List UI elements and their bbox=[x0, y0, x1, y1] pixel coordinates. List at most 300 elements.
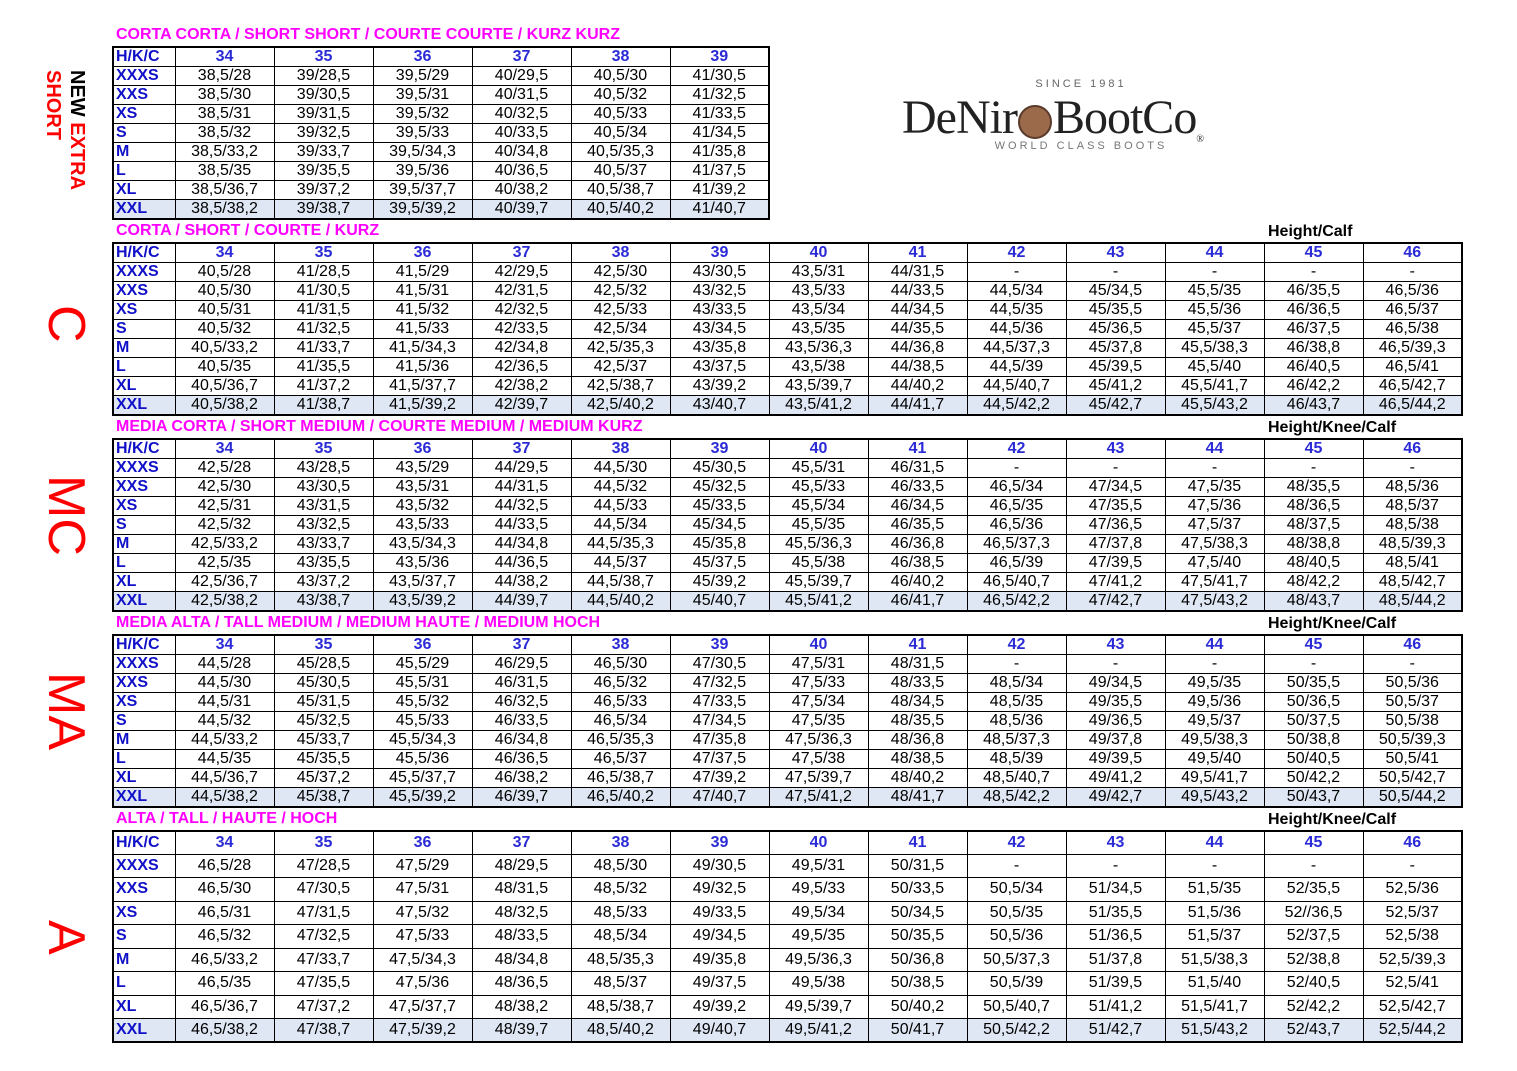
table-cell: 42/38,2 bbox=[472, 377, 571, 396]
header-size-cell: 43 bbox=[1066, 635, 1165, 655]
table-cell: 48/38,5 bbox=[868, 750, 967, 769]
table-cell: 46,5/30 bbox=[571, 655, 670, 674]
table-cell: 46/34,8 bbox=[472, 731, 571, 750]
table-cell: 45/41,2 bbox=[1066, 377, 1165, 396]
table-cell: 45,5/39,7 bbox=[769, 573, 868, 592]
row-size-label: XXXS bbox=[113, 263, 175, 282]
table-cell: 45,5/33 bbox=[769, 478, 868, 497]
table-cell: 38,5/31 bbox=[175, 105, 274, 124]
table-cell: 44,5/32 bbox=[571, 478, 670, 497]
table-cell: 50,5/39,3 bbox=[1363, 731, 1462, 750]
table-row bbox=[113, 535, 1462, 554]
size-table bbox=[112, 438, 1463, 612]
table-cell: 39,5/34,3 bbox=[373, 143, 472, 162]
logo-brand bbox=[902, 90, 1203, 145]
table-cell: 40/39,7 bbox=[472, 200, 571, 220]
table-cell: 39/35,5 bbox=[274, 162, 373, 181]
table-cell: 46,5/40,7 bbox=[967, 573, 1066, 592]
table-cell: 42/32,5 bbox=[472, 301, 571, 320]
side-label-c: C bbox=[37, 305, 95, 343]
short-label: SHORT bbox=[42, 70, 64, 140]
table-cell: 41,5/33 bbox=[373, 320, 472, 339]
table-row bbox=[113, 1018, 1462, 1042]
table-cell: 48/33,5 bbox=[472, 924, 571, 948]
header-size-cell: 44 bbox=[1165, 243, 1264, 263]
table-cell: 46/34,5 bbox=[868, 497, 967, 516]
table-cell: 41/32,5 bbox=[670, 86, 769, 105]
table-cell: 42/29,5 bbox=[472, 263, 571, 282]
table-cell: 48,5/37 bbox=[571, 971, 670, 995]
table-cell: 46/29,5 bbox=[472, 655, 571, 674]
table-cell: 44,5/40,2 bbox=[571, 592, 670, 612]
table-cell: 48/40,2 bbox=[868, 769, 967, 788]
table-cell: 46/36,5 bbox=[1264, 301, 1363, 320]
table-row bbox=[113, 396, 1462, 416]
table-cell: 45/32,5 bbox=[274, 712, 373, 731]
table-cell: 47,5/35 bbox=[769, 712, 868, 731]
table-cell: 52/35,5 bbox=[1264, 877, 1363, 901]
table-cell: 50,5/38 bbox=[1363, 712, 1462, 731]
table-row bbox=[113, 948, 1462, 971]
table-cell: 44/38,2 bbox=[472, 573, 571, 592]
header-size-cell: 39 bbox=[670, 831, 769, 854]
table-cell: 41,5/39,2 bbox=[373, 396, 472, 416]
table-cell: 44,5/35 bbox=[175, 750, 274, 769]
table-cell: 45/34,5 bbox=[1066, 282, 1165, 301]
table-cell: 52/37,5 bbox=[1264, 924, 1363, 948]
table-cell: 40,5/30 bbox=[571, 67, 670, 86]
table-cell: 44,5/30 bbox=[571, 459, 670, 478]
table-cell: 46,5/36 bbox=[1363, 282, 1462, 301]
table-cell: 41,5/31 bbox=[373, 282, 472, 301]
table-cell: 52/40,5 bbox=[1264, 971, 1363, 995]
row-size-label: XXL bbox=[113, 200, 175, 220]
table-cell: 39,5/37,7 bbox=[373, 181, 472, 200]
table-cell: 44,5/42,2 bbox=[967, 396, 1066, 416]
section-title: ALTA / TALL / HAUTE / HOCH bbox=[116, 810, 338, 827]
table-cell: 45/32,5 bbox=[670, 478, 769, 497]
header-size-cell: 37 bbox=[472, 635, 571, 655]
table-cell: 47,5/33 bbox=[769, 674, 868, 693]
table-cell: 46,5/36 bbox=[967, 516, 1066, 535]
logo-tagline: WORLD CLASS BOOTS bbox=[994, 140, 1168, 152]
table-cell: 51,5/35 bbox=[1165, 877, 1264, 901]
table-cell: - bbox=[1264, 854, 1363, 877]
table-cell: 48,5/35 bbox=[967, 693, 1066, 712]
row-size-label: S bbox=[113, 320, 175, 339]
table-cell: 48/35,5 bbox=[868, 712, 967, 731]
table-row bbox=[113, 301, 1462, 320]
header-key-cell: H/K/C bbox=[113, 47, 175, 67]
table-cell: 48,5/32 bbox=[571, 877, 670, 901]
table-row bbox=[113, 516, 1462, 535]
header-size-cell: 43 bbox=[1066, 243, 1165, 263]
table-cell: 47,5/29 bbox=[373, 854, 472, 877]
table-cell: 48,5/34 bbox=[571, 924, 670, 948]
table-cell: 50,5/39 bbox=[967, 971, 1066, 995]
table-cell: 42,5/37 bbox=[571, 358, 670, 377]
extra-label: EXTRA bbox=[66, 122, 88, 191]
table-cell: 50/43,7 bbox=[1264, 788, 1363, 808]
row-size-label: S bbox=[113, 924, 175, 948]
table-cell: 48/38,2 bbox=[472, 995, 571, 1018]
table-cell: 48,5/37,3 bbox=[967, 731, 1066, 750]
size-table bbox=[112, 634, 1463, 808]
size-table bbox=[112, 242, 1463, 416]
header-size-cell: 41 bbox=[868, 635, 967, 655]
header-size-cell: 37 bbox=[472, 439, 571, 459]
table-cell: 47/30,5 bbox=[274, 877, 373, 901]
header-size-cell: 46 bbox=[1363, 439, 1462, 459]
table-cell: 46,5/44,2 bbox=[1363, 396, 1462, 416]
table-cell: 48/36,8 bbox=[868, 731, 967, 750]
table-cell: 49/40,7 bbox=[670, 1018, 769, 1042]
table-row bbox=[113, 200, 769, 220]
header-size-cell: 45 bbox=[1264, 243, 1363, 263]
table-row bbox=[113, 320, 1462, 339]
table-cell: 45/39,5 bbox=[1066, 358, 1165, 377]
table-cell: 44,5/38,7 bbox=[571, 573, 670, 592]
header-size-cell: 44 bbox=[1165, 831, 1264, 854]
table-cell: 41,5/37,7 bbox=[373, 377, 472, 396]
table-cell: 50/38,5 bbox=[868, 971, 967, 995]
table-cell: 50/40,5 bbox=[1264, 750, 1363, 769]
table-cell: 47,5/43,2 bbox=[1165, 592, 1264, 612]
table-row bbox=[113, 263, 1462, 282]
table-cell: 47,5/38,3 bbox=[1165, 535, 1264, 554]
table-cell: 46,5/33,2 bbox=[175, 948, 274, 971]
table-row bbox=[113, 901, 1462, 924]
table-cell: 40/29,5 bbox=[472, 67, 571, 86]
table-cell: 46,5/35,3 bbox=[571, 731, 670, 750]
table-cell: 49,5/41,7 bbox=[1165, 769, 1264, 788]
table-cell: 47,5/33 bbox=[373, 924, 472, 948]
table-cell: 50,5/37 bbox=[1363, 693, 1462, 712]
table-cell: 44,5/33,2 bbox=[175, 731, 274, 750]
table-cell: 46,5/42,2 bbox=[967, 592, 1066, 612]
table-cell: 46/38,2 bbox=[472, 769, 571, 788]
row-size-label: XXS bbox=[113, 674, 175, 693]
row-size-label: XS bbox=[113, 301, 175, 320]
table-cell: 43/38,7 bbox=[274, 592, 373, 612]
table-cell: 42/33,5 bbox=[472, 320, 571, 339]
table-cell: 45,5/29 bbox=[373, 655, 472, 674]
table-cell: 48,5/40,7 bbox=[967, 769, 1066, 788]
table-cell: 46,5/30 bbox=[175, 877, 274, 901]
table-cell: 46/31,5 bbox=[472, 674, 571, 693]
table-cell: 42,5/31 bbox=[175, 497, 274, 516]
table-row bbox=[113, 788, 1462, 808]
table-cell: 44,5/40,7 bbox=[967, 377, 1066, 396]
header-size-cell: 38 bbox=[571, 243, 670, 263]
table-cell: 47,5/31 bbox=[769, 655, 868, 674]
table-cell: 46,5/40,2 bbox=[571, 788, 670, 808]
table-cell: 44,5/28 bbox=[175, 655, 274, 674]
logo-brand-left: DeNir bbox=[902, 91, 1017, 144]
table-row bbox=[113, 105, 769, 124]
header-size-cell: 38 bbox=[571, 439, 670, 459]
table-cell: 46/33,5 bbox=[472, 712, 571, 731]
table-cell: 44/36,8 bbox=[868, 339, 967, 358]
table-cell: 46/43,7 bbox=[1264, 396, 1363, 416]
table-cell: 46,5/38,7 bbox=[571, 769, 670, 788]
table-cell: 46,5/38 bbox=[1363, 320, 1462, 339]
table-row bbox=[113, 592, 1462, 612]
table-cell: 45,5/37 bbox=[1165, 320, 1264, 339]
table-cell: 50,5/42,7 bbox=[1363, 769, 1462, 788]
table-cell: 46/38,5 bbox=[868, 554, 967, 573]
header-size-cell: 36 bbox=[373, 439, 472, 459]
table-cell: 38,5/30 bbox=[175, 86, 274, 105]
table-cell: 50,5/36 bbox=[1363, 674, 1462, 693]
table-cell: 45,5/35 bbox=[1165, 282, 1264, 301]
table-cell: 49/32,5 bbox=[670, 877, 769, 901]
table-row bbox=[113, 143, 769, 162]
table-cell: 46/36,5 bbox=[472, 750, 571, 769]
section-title: CORTA CORTA / SHORT SHORT / COURTE COURTE / KURZ KURZ bbox=[116, 26, 620, 43]
table-cell: 46/36,8 bbox=[868, 535, 967, 554]
row-size-label: XL bbox=[113, 769, 175, 788]
table-cell: 44,5/34 bbox=[571, 516, 670, 535]
table-cell: 45/28,5 bbox=[274, 655, 373, 674]
table-cell: 39,5/36 bbox=[373, 162, 472, 181]
table-cell: 44/34,5 bbox=[868, 301, 967, 320]
coin-icon bbox=[1018, 105, 1052, 139]
table-cell: 45,5/41,2 bbox=[769, 592, 868, 612]
header-size-cell: 42 bbox=[967, 635, 1066, 655]
table-cell: 51,5/36 bbox=[1165, 901, 1264, 924]
table-cell: 47,5/37,7 bbox=[373, 995, 472, 1018]
table-cell: 45/33,5 bbox=[670, 497, 769, 516]
table-cell: 48,5/38 bbox=[1363, 516, 1462, 535]
table-cell: 44/33,5 bbox=[868, 282, 967, 301]
header-size-cell: 42 bbox=[967, 439, 1066, 459]
table-cell: 39/37,2 bbox=[274, 181, 373, 200]
row-size-label: XXXS bbox=[113, 854, 175, 877]
side-label-mc: MC bbox=[37, 475, 95, 556]
table-cell: 50/35,5 bbox=[1264, 674, 1363, 693]
table-cell: 43/31,5 bbox=[274, 497, 373, 516]
table-cell: 41/34,5 bbox=[670, 124, 769, 143]
header-size-cell: 35 bbox=[274, 439, 373, 459]
header-size-cell: 37 bbox=[472, 243, 571, 263]
table-cell: 45/30,5 bbox=[670, 459, 769, 478]
table-cell: 48/43,7 bbox=[1264, 592, 1363, 612]
table-cell: 52//36,5 bbox=[1264, 901, 1363, 924]
table-cell: - bbox=[1165, 655, 1264, 674]
header-size-cell: 45 bbox=[1264, 831, 1363, 854]
table-cell: 45/37,8 bbox=[1066, 339, 1165, 358]
table-cell: 43,5/38 bbox=[769, 358, 868, 377]
table-cell: 38,5/33,2 bbox=[175, 143, 274, 162]
table-cell: 49,5/35 bbox=[769, 924, 868, 948]
table-cell: 48/32,5 bbox=[472, 901, 571, 924]
row-size-label: XXL bbox=[113, 592, 175, 612]
table-cell: 40/31,5 bbox=[472, 86, 571, 105]
table-cell: 47,5/41,7 bbox=[1165, 573, 1264, 592]
table-cell: 45,5/33 bbox=[373, 712, 472, 731]
table-cell: 51,5/43,2 bbox=[1165, 1018, 1264, 1042]
table-cell: 48,5/35,3 bbox=[571, 948, 670, 971]
table-cell: 40,5/36,7 bbox=[175, 377, 274, 396]
table-cell: 43/35,8 bbox=[670, 339, 769, 358]
table-cell: 51,5/37 bbox=[1165, 924, 1264, 948]
table-cell: 41/35,5 bbox=[274, 358, 373, 377]
table-row bbox=[113, 731, 1462, 750]
table-cell: 48,5/41 bbox=[1363, 554, 1462, 573]
table-cell: 47,5/36,3 bbox=[769, 731, 868, 750]
table-cell: 40,5/40,2 bbox=[571, 200, 670, 220]
header-size-cell: 46 bbox=[1363, 635, 1462, 655]
table-cell: 41/40,7 bbox=[670, 200, 769, 220]
table-cell: 41/30,5 bbox=[670, 67, 769, 86]
table-cell: 45/34,5 bbox=[670, 516, 769, 535]
table-cell: 49/37,5 bbox=[670, 971, 769, 995]
table-cell: 40,5/35,3 bbox=[571, 143, 670, 162]
table-cell: 45/38,7 bbox=[274, 788, 373, 808]
table-cell: 41/32,5 bbox=[274, 320, 373, 339]
table-row bbox=[113, 162, 769, 181]
table-cell: - bbox=[1363, 854, 1462, 877]
table-cell: 45,5/34,3 bbox=[373, 731, 472, 750]
row-size-label: XXL bbox=[113, 1018, 175, 1042]
table-row bbox=[113, 877, 1462, 901]
table-cell: 43/39,2 bbox=[670, 377, 769, 396]
table-cell: 48/34,8 bbox=[472, 948, 571, 971]
table-cell: - bbox=[1165, 263, 1264, 282]
table-cell: 46/38,8 bbox=[1264, 339, 1363, 358]
header-size-cell: 46 bbox=[1363, 831, 1462, 854]
table-cell: 46/40,2 bbox=[868, 573, 967, 592]
table-cell: 47,5/40 bbox=[1165, 554, 1264, 573]
header-size-cell: 36 bbox=[373, 831, 472, 854]
table-cell: 48/36,5 bbox=[1264, 497, 1363, 516]
table-cell: 39/33,7 bbox=[274, 143, 373, 162]
table-cell: - bbox=[967, 263, 1066, 282]
table-row bbox=[113, 712, 1462, 731]
table-cell: 48,5/36 bbox=[967, 712, 1066, 731]
table-row bbox=[113, 971, 1462, 995]
table-cell: 45/39,2 bbox=[670, 573, 769, 592]
table-cell: 49/34,5 bbox=[670, 924, 769, 948]
table-cell: 44/33,5 bbox=[472, 516, 571, 535]
table-cell: 44/31,5 bbox=[868, 263, 967, 282]
header-size-cell: 41 bbox=[868, 439, 967, 459]
side-label-a: A bbox=[37, 920, 95, 955]
table-cell: 43/28,5 bbox=[274, 459, 373, 478]
table-row bbox=[113, 854, 1462, 877]
table-cell: 44/35,5 bbox=[868, 320, 967, 339]
table-cell: - bbox=[1066, 655, 1165, 674]
table-cell: 38,5/35 bbox=[175, 162, 274, 181]
table-cell: 45,5/38 bbox=[769, 554, 868, 573]
row-size-label: S bbox=[113, 516, 175, 535]
table-cell: 39,5/32 bbox=[373, 105, 472, 124]
table-cell: 52,5/39,3 bbox=[1363, 948, 1462, 971]
table-cell: 45,5/36 bbox=[1165, 301, 1264, 320]
header-size-cell: 42 bbox=[967, 831, 1066, 854]
row-size-label: M bbox=[113, 339, 175, 358]
table-cell: 48/31,5 bbox=[472, 877, 571, 901]
table-cell: 52/42,2 bbox=[1264, 995, 1363, 1018]
table-row bbox=[113, 124, 769, 143]
header-size-cell: 41 bbox=[868, 243, 967, 263]
table-cell: 45,5/31 bbox=[769, 459, 868, 478]
table-cell: 42,5/38,2 bbox=[175, 592, 274, 612]
table-cell: 42,5/30 bbox=[571, 263, 670, 282]
row-size-label: M bbox=[113, 731, 175, 750]
header-size-cell: 34 bbox=[175, 831, 274, 854]
row-size-label: XS bbox=[113, 497, 175, 516]
table-cell: 47/33,7 bbox=[274, 948, 373, 971]
table-cell: 41/35,8 bbox=[670, 143, 769, 162]
logo-registered: ® bbox=[1196, 134, 1203, 145]
table-cell: 47/34,5 bbox=[1066, 478, 1165, 497]
table-row bbox=[113, 750, 1462, 769]
header-size-cell: 38 bbox=[571, 831, 670, 854]
table-cell: 48,5/36 bbox=[1363, 478, 1462, 497]
header-size-cell: 38 bbox=[571, 47, 670, 67]
row-size-label: S bbox=[113, 124, 175, 143]
table-cell: 43,5/37,7 bbox=[373, 573, 472, 592]
table-cell: 41/37,5 bbox=[670, 162, 769, 181]
header-size-cell: 43 bbox=[1066, 831, 1165, 854]
table-cell: 40,5/33 bbox=[571, 105, 670, 124]
table-cell: 46,5/35 bbox=[175, 971, 274, 995]
table-cell: 52,5/37 bbox=[1363, 901, 1462, 924]
table-cell: 40/33,5 bbox=[472, 124, 571, 143]
row-size-label: M bbox=[113, 948, 175, 971]
table-cell: 46/35,5 bbox=[1264, 282, 1363, 301]
row-size-label: XXS bbox=[113, 877, 175, 901]
table-cell: 49,5/33 bbox=[769, 877, 868, 901]
measure-label: Height/Knee/Calf bbox=[1268, 811, 1397, 828]
table-cell: 49/42,7 bbox=[1066, 788, 1165, 808]
table-cell: - bbox=[1363, 655, 1462, 674]
table-cell: 45,5/36,3 bbox=[769, 535, 868, 554]
table-cell: 51/41,2 bbox=[1066, 995, 1165, 1018]
table-cell: 48,5/44,2 bbox=[1363, 592, 1462, 612]
table-cell: 47,5/34,3 bbox=[373, 948, 472, 971]
table-cell: - bbox=[1264, 459, 1363, 478]
table-cell: 42,5/32 bbox=[175, 516, 274, 535]
table-cell: 45,5/34 bbox=[769, 497, 868, 516]
table-cell: - bbox=[1066, 854, 1165, 877]
table-cell: 49/35,5 bbox=[1066, 693, 1165, 712]
table-cell: 41/39,2 bbox=[670, 181, 769, 200]
row-size-label: XS bbox=[113, 105, 175, 124]
table-cell: 44,5/38,2 bbox=[175, 788, 274, 808]
row-size-label: XXL bbox=[113, 788, 175, 808]
table-cell: 48/42,2 bbox=[1264, 573, 1363, 592]
table-cell: 48,5/39,3 bbox=[1363, 535, 1462, 554]
table-cell: 45,5/31 bbox=[373, 674, 472, 693]
table-cell: 50,5/36 bbox=[967, 924, 1066, 948]
header-size-cell: 45 bbox=[1264, 635, 1363, 655]
table-cell: 47,5/34 bbox=[769, 693, 868, 712]
table-cell: 52/38,8 bbox=[1264, 948, 1363, 971]
table-cell: 43/33,5 bbox=[670, 301, 769, 320]
table-row bbox=[113, 478, 1462, 497]
table-cell: 46,5/34 bbox=[571, 712, 670, 731]
table-row bbox=[113, 282, 1462, 301]
table-cell: 45/36,5 bbox=[1066, 320, 1165, 339]
table-cell: 46,5/37 bbox=[1363, 301, 1462, 320]
row-size-label: L bbox=[113, 162, 175, 181]
table-cell: 44/39,7 bbox=[472, 592, 571, 612]
table-cell: 43,5/35 bbox=[769, 320, 868, 339]
row-size-label: XXS bbox=[113, 478, 175, 497]
